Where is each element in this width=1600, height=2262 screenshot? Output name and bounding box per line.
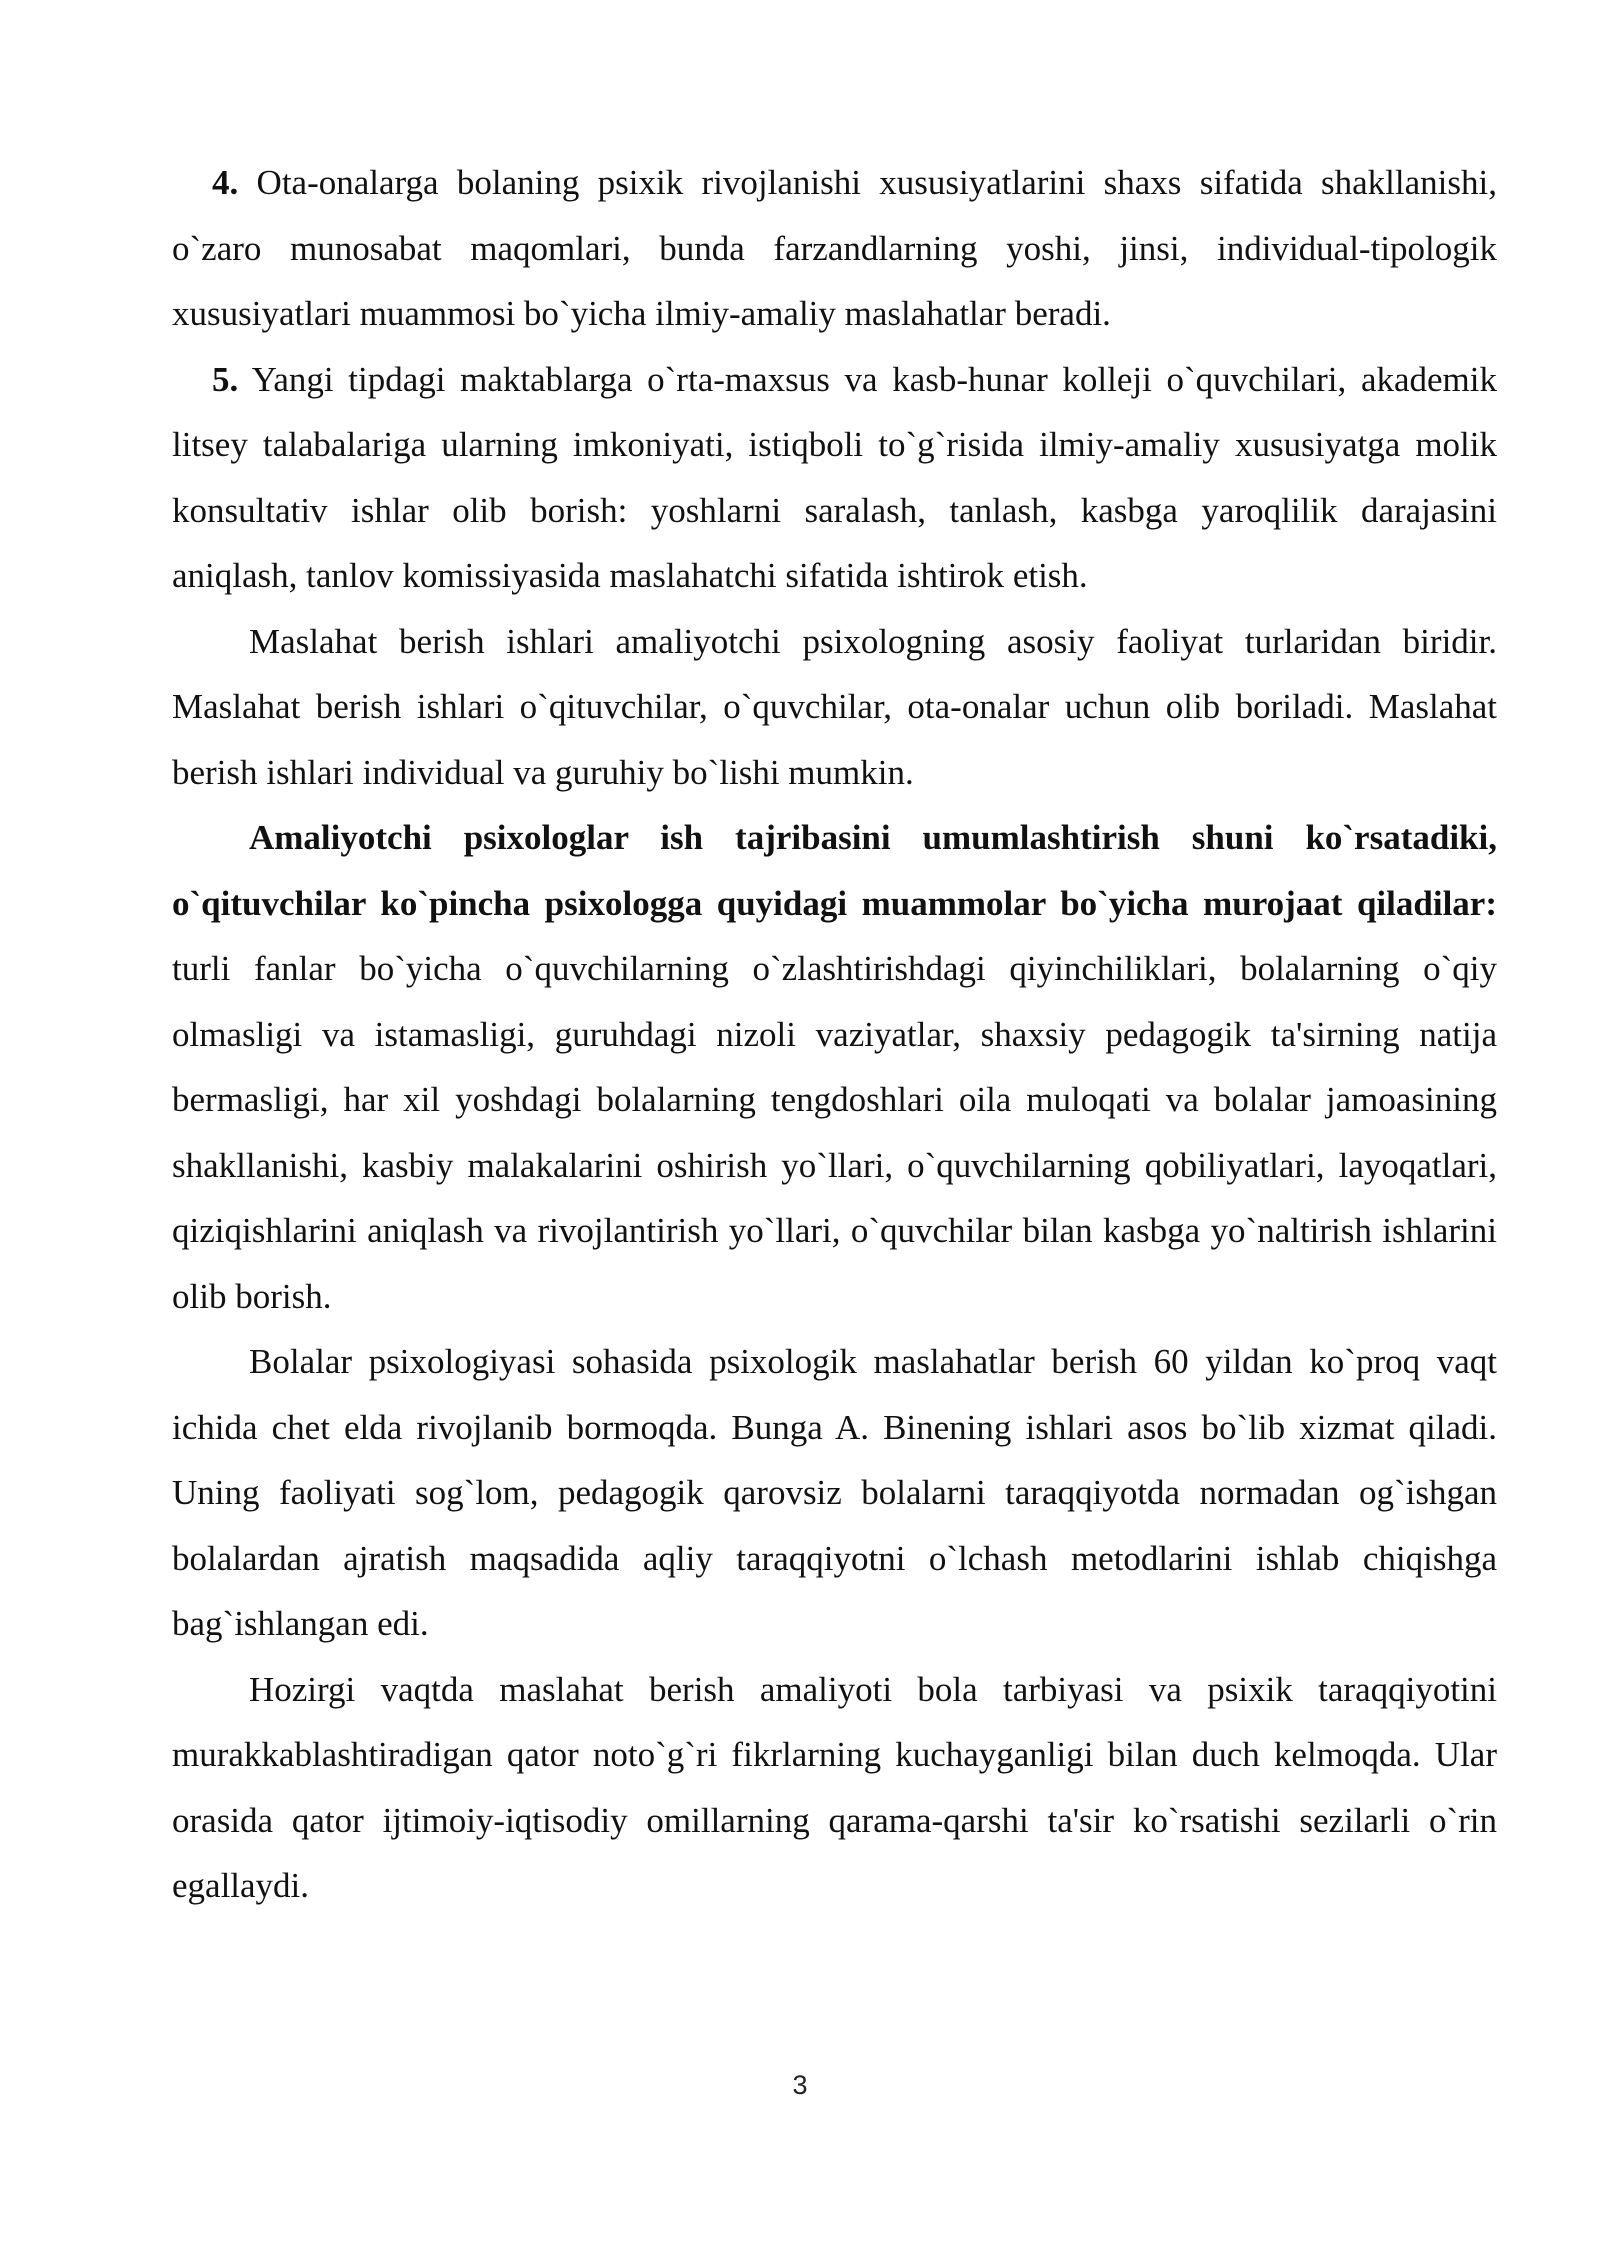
bold-lead-text: Amaliyotchi psixologlar ish tajribasini umumlashtirish shuni ko`rsatadiki, o`qituvchilar ko`pincha psixologga quyidagi muammolar bo`yicha murojaat qiladilar:: [172, 818, 1497, 923]
paragraph-teacher-problems: [172, 805, 1497, 1329]
item-number: 4.: [212, 163, 239, 202]
numbered-item-4: [172, 150, 1497, 347]
paragraph-history: Bolalar psixologiyasi sohasida psixologik maslahatlar berish 60 yildan ko`proq vaqt ichida chet elda rivojlanib bormoqda. Bunga A. Binening ishlari asos bo`lib xizmat qiladi. Uning faoliyati sog`lom, pedagogik qarovsiz bolalarni taraqqiyotda normadan og`ishgan bolalardan ajratish maqsadida aqliy taraqqiyotni o`lchash metodlarini ishlab chiqishga bag`ishlangan edi.: [172, 1342, 1497, 1643]
paragraph-current-practice: Hozirgi vaqtda maslahat berish amaliyoti bola tarbiyasi va psixik taraqqiyotini murakkablashtiradigan qator noto`g`ri fikrlarning kuchayganligi bilan duch kelmoqda. Ular orasida qator ijtimoiy-iqtisodiy omillarning qarama-qarshi ta'sir ko`rsatishi sezilarli o`rin egallaydi.: [172, 1669, 1497, 1905]
item-text: Yangi tipdagi maktablarga o`rta-maxsus va kasb-hunar kolleji o`quvchilari, akademik litsey talabalariga ularning imkoniyati, istiqboli to`g`risida ilmiy-amaliy xususiyatga molik konsultativ ishlar olib borish: yoshlarni saralash, tanlash, kasbga yaroqlilik darajasini aniqlash, tanlov komissiyasida maslahatchi sifatida ishtirok etish.: [172, 359, 1497, 595]
document-page: [172, 150, 1497, 1919]
paragraph-consulting-activity: Maslahat berish ishlari amaliyotchi psixologning asosiy faoliyat turlaridan biridir. Maslahat berish ishlari o`qituvchilar, o`quvchilar, ota-onalar uchun olib boriladi. Maslahat berish ishlari individual va guruhiy bo`lishi mumkin.: [172, 621, 1497, 792]
paragraph-text: turli fanlar bo`yicha o`quvchilarning o`zlashtirishdagi qiyinchiliklari, bolalarning o`qiy olmasligi va istamasligi, guruhdagi nizoli vaziyatlar, shaxsiy pedagogik ta'sirning natija bermasligi, har xil yoshdagi bolalarning tengdoshlari oila muloqati va bolalar jamoasining shakllanishi, kasbiy malakalarini oshirish yo`llari, o`quvchilarning qobiliyatlari, layoqatlari, qiziqishlarini aniqlash va rivojlantirish yo`llari, o`quvchilar bilan kasbga yo`naltirish ishlarini olib borish.: [172, 949, 1497, 1316]
numbered-item-5: [172, 347, 1497, 609]
item-text: Ota-onalarga bolaning psixik rivojlanishi xususiyatlarini shaxs sifatida shakllanishi, o`zaro munosabat maqomlari, bunda farzandlarning yoshi, jinsi, individual-tipologik xususiyatlari muammosi bo`yicha ilmiy-amaliy maslahatlar beradi.: [172, 163, 1497, 333]
page-number: 3: [792, 2070, 808, 2100]
item-number: 5.: [212, 359, 239, 399]
